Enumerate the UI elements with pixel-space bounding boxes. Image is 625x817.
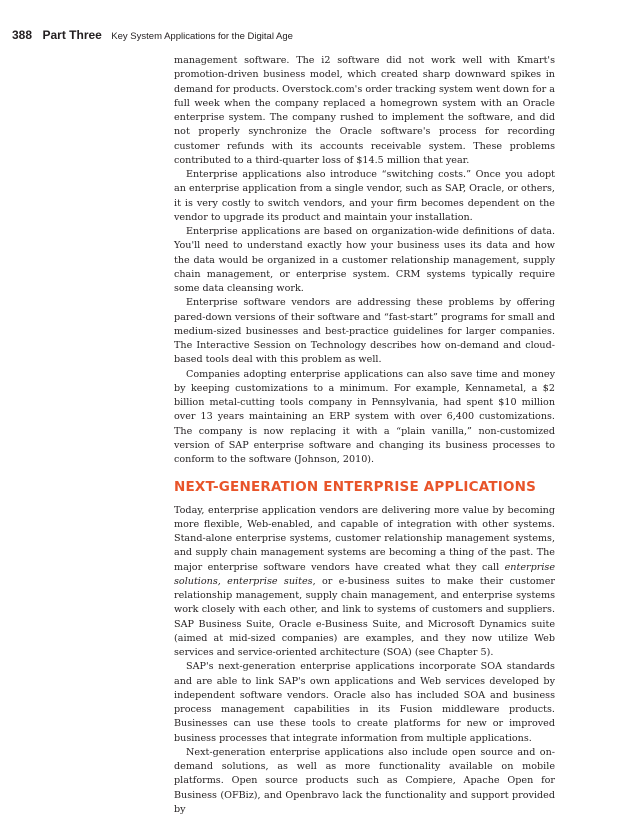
page-number: 388 (12, 28, 33, 42)
section-paragraph: SAP's next-generation enterprise applications incorporate SOA standards and are able to link SAP's own applications and Web services developed by independent software vendors. Oracle also has included SOA and business process management capabilities in its Fusion middleware products. Businesses can use these tools to create platforms for new or improved business processes that integrate information from multiple applications. (174, 661, 555, 744)
paragraph: Enterprise applications also introduce “switching costs.” Once you adopt an enterprise application from a single vendor, such as SAP, Oracle, or others, it is very costly to switch vendors, and your firm becomes dependent on the vendor to upgrade its product and maintain your installation. (174, 169, 555, 223)
paragraph: Enterprise software vendors are addressing these problems by offering pared-down versions of their software and “fast-start” programs for small and medium-sized businesses and best-practice guidelines for larger companies. The Interactive Session on Technology describes how on-demand and cloud-based tools deal with this problem as well. (174, 297, 555, 366)
part-label: Part Three (42, 28, 102, 42)
page-body (174, 54, 555, 817)
paragraph: management software. The i2 software did not work well with Kmart's promotion-driven business model, which created sharp downward spikes in demand for products. Overstock.com's order tracking system went down for a full week when the company replaced a homegrown system with an Oracle enterprise system. The company rushed to implement the software, and did not properly synchronize the Oracle software's process for recording customer refunds with its accounts receivable system. These problems contributed to a third-quarter loss of $14.5 million that year. (174, 55, 555, 166)
section-paragraph: Next-generation enterprise applications also include open source and on-demand solutions, as well as more functionality available on mobile platforms. Open source products such as Compiere, Apache Open for Business (OFBiz), and Openbravo lack the functionality and support provided by (174, 746, 555, 815)
section-paragraph (174, 504, 555, 661)
book-title: Key System Applications for the Digital Age (111, 31, 293, 42)
text-run: , or e-business suites to make their customer relationship management, supply chain management, and enterprise systems work closely with each other, and link to systems of customers and suppliers. SAP Business Suite, Oracle e-Business Suite, and Microsoft Dynamics suite (aimed at mid-sized companies) are examples, and they now utilize Web services and service-oriented architecture (SOA) (see Chapter 5). (174, 575, 555, 658)
paragraph: Companies adopting enterprise applications can also save time and money by keeping customizations to a minimum. For example, Kennametal, a $2 billion metal-cutting tools company in Pennsylvania, had spent $10 million over 13 years maintaining an ERP system with over 6,400 customizations. The company is now replacing it with a “plain vanilla,” non-customized version of SAP enterprise software and changing its business processes to conform to the software (Johnson, 2010). (174, 368, 555, 465)
section-heading: NEXT-GENERATION ENTERPRISE APPLICATIONS (174, 479, 537, 496)
paragraph: Enterprise applications are based on organization-wide definitions of data. You'll need to understand exactly how your business uses its data and how the data would be organized in a customer relationship management, supply chain management, or enterprise system. CRM systems typically require some data cleansing work. (174, 226, 555, 294)
italic-term: enterprise solutions, enterprise suites (174, 561, 555, 587)
text-run: Today, enterprise application vendors are delivering more value by becoming more flexible, Web-enabled, and capable of integration with other systems. Stand-alone enterprise systems, customer relationship management systems, and supply chain management systems are becoming a thing of the past. The major enterprise software vendors have created what they call (174, 504, 555, 573)
running-header (12, 26, 612, 44)
